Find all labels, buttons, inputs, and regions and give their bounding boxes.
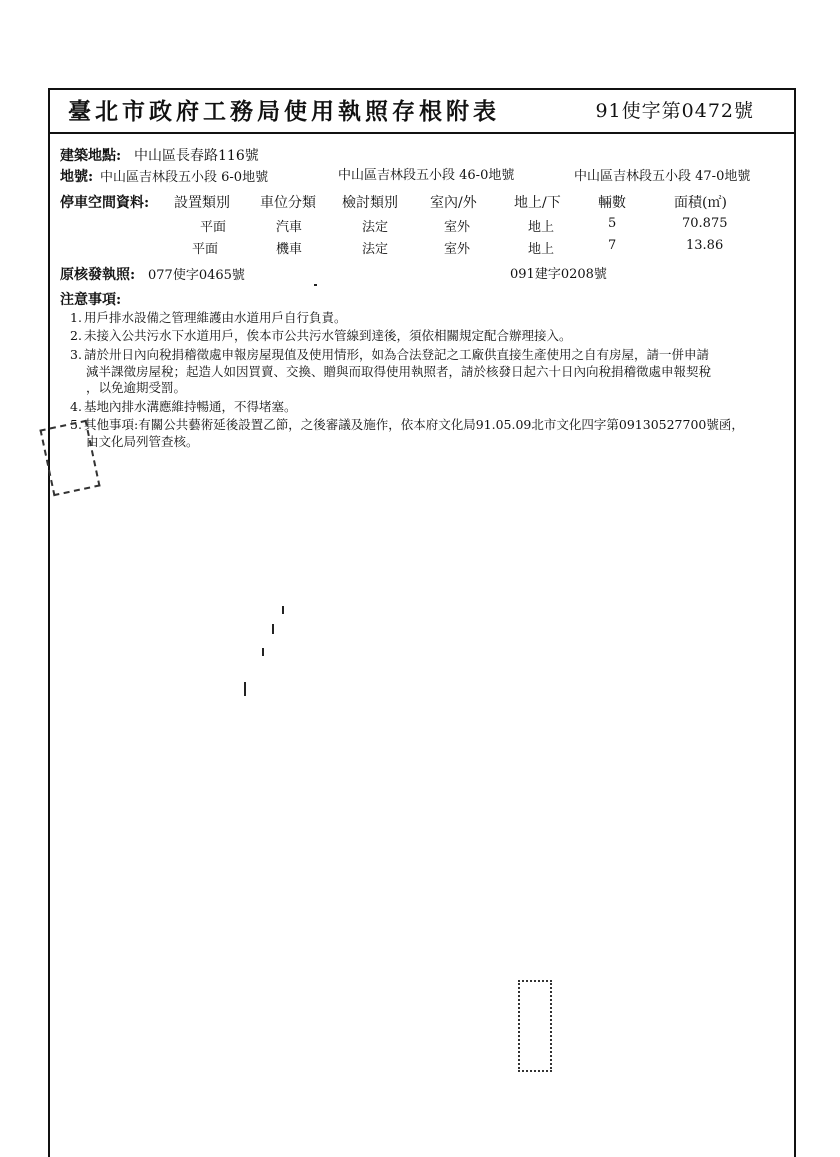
original-license-value: 077使字0465號 bbox=[148, 268, 245, 283]
scan-speck bbox=[282, 606, 284, 614]
lot-3: 中山區吉林段五小段 47-0地號 bbox=[574, 169, 751, 184]
parking-header-class: 車位分類 bbox=[260, 195, 316, 211]
parking-row-1-class: 汽車 bbox=[276, 220, 303, 235]
parking-row-1-level: 地上 bbox=[528, 220, 555, 235]
document-title: 臺北市政府工務局使用執照存根附表 bbox=[68, 98, 500, 125]
note-3-line-2: 減半課徵房屋稅；起造人如因買賣、交換、贈與而取得使用執照者，請於核發日起六十日內向稅捐稽徵處申報契稅 bbox=[86, 364, 712, 379]
permit-number: 91使字第0472號 bbox=[595, 100, 754, 122]
parking-header-type: 設置類別 bbox=[174, 195, 230, 211]
parking-row-1-area: 70.875 bbox=[682, 216, 728, 231]
parking-row-2-level: 地上 bbox=[528, 242, 555, 257]
parking-row-1-type: 平面 bbox=[200, 220, 227, 235]
address-label: 建築地點: bbox=[60, 148, 122, 164]
note-3-line-1: 請於卅日內向稅捐稽徵處申報房屋現值及使用情形，如為合法登記之工廠供直接生產使用之自有房屋，請一併申請 bbox=[84, 347, 710, 362]
parking-row-2-indoor: 室外 bbox=[444, 242, 471, 257]
note-4 bbox=[70, 397, 297, 415]
lot-2: 中山區吉林段五小段 46-0地號 bbox=[338, 168, 515, 183]
scan-speck bbox=[272, 624, 274, 634]
note-1-num: 1. bbox=[70, 310, 82, 325]
original-license-label: 原核發執照: bbox=[60, 267, 136, 283]
note-3 bbox=[70, 345, 709, 363]
note-2-line-1: 未接入公共污水下水道用戶，俟本市公共污水管線到達後，須依相關規定配合辦理接入。 bbox=[84, 328, 572, 343]
parking-row-2-type: 平面 bbox=[192, 242, 219, 257]
note-1-line-1: 用戶排水設備之管理維護由水道用戶自行負責。 bbox=[84, 310, 347, 325]
note-4-num: 4. bbox=[70, 399, 82, 414]
parking-row-2-class: 機車 bbox=[276, 242, 303, 257]
parking-header-indoor: 室內/外 bbox=[430, 195, 477, 211]
address-value: 中山區長春路116號 bbox=[134, 148, 259, 164]
parking-row-2-review: 法定 bbox=[362, 242, 389, 257]
building-permit-value: 091建字0208號 bbox=[510, 267, 607, 282]
note-2-num: 2. bbox=[70, 328, 82, 343]
note-3-num: 3. bbox=[70, 347, 82, 362]
note-5-line-1: 其他事項:有關公共藝術延後設置乙節，之後審議及施作，依本府文化局91.05.09北市文化四字第09130527700號函， bbox=[84, 417, 744, 432]
notes-label: 注意事項: bbox=[60, 292, 122, 308]
note-3-line-3: ，以免逾期受罰。 bbox=[86, 380, 187, 395]
title-row bbox=[48, 88, 794, 134]
parking-header-review: 檢討類別 bbox=[342, 195, 398, 211]
parking-label: 停車空間資料: bbox=[60, 195, 150, 211]
note-5 bbox=[70, 415, 744, 433]
scan-speck bbox=[262, 648, 264, 656]
note-5-line-2: 由文化局列管查核。 bbox=[86, 434, 199, 449]
parking-header-area: 面積(㎡) bbox=[674, 195, 727, 211]
parking-row-1-indoor: 室外 bbox=[444, 220, 471, 235]
parking-header-level: 地上/下 bbox=[514, 195, 561, 211]
lot-1: 中山區吉林段五小段 6-0地號 bbox=[100, 170, 269, 185]
parking-header-count: 輛數 bbox=[598, 195, 626, 211]
parking-row-2-count: 7 bbox=[608, 238, 617, 253]
document-frame bbox=[48, 88, 796, 1157]
parking-row-2-area: 13.86 bbox=[686, 238, 724, 253]
lots-label: 地號: bbox=[60, 169, 94, 185]
note-1 bbox=[70, 308, 347, 326]
scan-speck bbox=[244, 682, 246, 696]
parking-row-1-count: 5 bbox=[608, 216, 617, 231]
note-2 bbox=[70, 326, 572, 344]
note-4-line-1: 基地內排水溝應維持暢通，不得堵塞。 bbox=[84, 399, 297, 414]
parking-row-1-review: 法定 bbox=[362, 220, 389, 235]
note-5-num: 5. bbox=[70, 417, 82, 432]
bottom-seal bbox=[518, 980, 552, 1072]
scan-speck bbox=[314, 284, 317, 286]
